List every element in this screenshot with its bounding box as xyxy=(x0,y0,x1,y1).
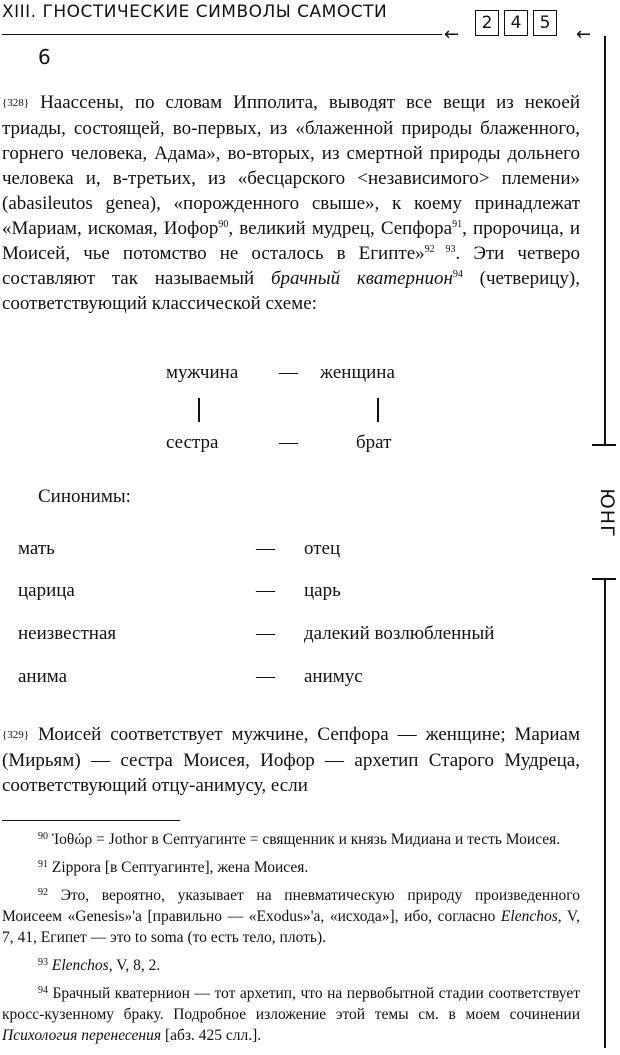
synonym-dash: — xyxy=(256,580,275,601)
footnote-text: Zippora [в Септуагинте], жена Моисея. xyxy=(51,859,309,876)
footnote-number: 93 xyxy=(38,957,48,968)
synonym-dash: — xyxy=(256,666,275,687)
scheme-bottom-dash: — xyxy=(279,432,298,453)
page-digit: 5 xyxy=(533,10,557,36)
page-number xyxy=(475,10,575,40)
page-header xyxy=(0,0,620,45)
synonym-dash: — xyxy=(256,538,275,559)
scheme-bottom-left: сестра xyxy=(166,432,219,453)
footnote-ref: 94 xyxy=(452,269,463,280)
synonym-row xyxy=(0,666,580,692)
footnote-94 xyxy=(2,980,580,1046)
footnote-93 xyxy=(2,952,580,976)
footnote-ref: 90 xyxy=(218,219,229,230)
margin-rule xyxy=(604,36,606,446)
page-digit: 4 xyxy=(504,10,528,36)
footnote-italic: Elenchos xyxy=(500,908,558,925)
paragraph-number: {329} xyxy=(2,729,30,741)
page-digit: 2 xyxy=(475,10,499,36)
footnote-number: 90 xyxy=(38,831,48,842)
synonym-row xyxy=(0,580,580,606)
footnotes xyxy=(2,826,580,1050)
synonym-left: мать xyxy=(18,538,55,559)
synonym-left: неизвестная xyxy=(18,623,117,644)
synonym-row xyxy=(0,538,580,564)
footnote-italic: Elenchos xyxy=(51,957,109,974)
synonym-right: царь xyxy=(304,580,341,601)
running-title: XIII. ГНОСТИЧЕСКИЕ СИМВОЛЫ САМОСТИ xyxy=(2,2,388,22)
synonyms-title: Синонимы: xyxy=(38,486,131,507)
footnote-number: 91 xyxy=(38,859,48,870)
synonym-right: отец xyxy=(304,538,341,559)
footnote-91 xyxy=(2,854,580,878)
header-rule xyxy=(2,34,442,35)
synonym-right: анимус xyxy=(304,666,363,687)
paragraph-328 xyxy=(2,90,580,316)
scheme-top-right: женщина xyxy=(320,362,395,383)
synonym-right: далекий возлюбленный xyxy=(304,623,495,644)
scheme-connector xyxy=(198,398,200,422)
paragraph-text: , великий мудрец, Сепфора xyxy=(228,218,453,239)
footnote-number: 94 xyxy=(38,985,48,996)
synonym-left: царица xyxy=(18,580,75,601)
arrow-left-icon: ← xyxy=(444,24,460,45)
scheme-top-left: мужчина xyxy=(166,362,239,383)
footnote-text: [абз. 425 слл.]. xyxy=(161,1027,262,1044)
synonym-row xyxy=(0,623,580,649)
footnote-rule xyxy=(2,820,180,821)
footnote-number: 92 xyxy=(38,887,48,898)
scheme-connector xyxy=(377,398,379,422)
footnote-ref: 91 xyxy=(452,219,463,230)
footnote-text: , V, 8, 2. xyxy=(108,957,161,974)
footnote-ref: 92 93 xyxy=(424,244,456,255)
paragraph-number: {328} xyxy=(2,97,30,109)
paragraph-text: . Эти четверо составляют так называемый xyxy=(2,243,581,289)
italic-term: брачный кватернион xyxy=(270,268,453,289)
paragraph-text: Моисей соответствует мужчине, Сепфора — женщине; Мариам (Мирьям) — сестра Моисея, Иофор — архетип Старого Мудреца, соответствующий отцу-анимусу, если xyxy=(2,724,580,796)
paragraph-text: (четверицу), соответствующий классической схеме: xyxy=(2,268,580,314)
scheme-bottom-right: брат xyxy=(356,432,392,453)
footnote-italic: Психология перенесения xyxy=(2,1027,162,1044)
quaternion-scheme xyxy=(0,358,580,468)
paragraph-text: , пророчица, и Моисей, чье потомство не осталось в Египте» xyxy=(2,218,581,264)
section-number: 6 xyxy=(38,45,51,69)
footnote-text: Это, вероятно, указывает на пневматическую природу произведенного Моисеем «Genesis»'а [правильно — «Exodus»'а, «исхода»], ибо, согласно xyxy=(2,887,580,925)
footnote-text: Ἰοθώρ = Jothor в Септуагинте = священник и князь Мидиана и тесть Моисея. xyxy=(51,831,561,848)
synonym-dash: — xyxy=(256,623,275,644)
footnote-text: , V, 7, 41, Египет — это to soma (то есть тело, плоть). xyxy=(2,908,581,946)
synonym-left: анима xyxy=(18,666,68,687)
paragraph-329 xyxy=(2,722,580,798)
arrow-right-icon: ← xyxy=(576,24,592,45)
paragraph-text: Наассены, по словам Ипполита, выводят все вещи из некоей триады, состоящей, во-первых, из «блаженной природы блаженного, горнего человека, Адама», во-вторых, из смертной природы дольнего человека и, в-третьих, из «бесцарского <независимого> племени» (abasileutos genea), «порожденного свыше», к коему принадлежат «Мариам, искомая, Иофор xyxy=(2,92,580,239)
scheme-top-dash: — xyxy=(279,362,298,383)
margin-tick xyxy=(592,444,616,446)
margin-rule xyxy=(604,578,606,1048)
footnote-text: Брачный кватернион — тот архетип, что на первобытной стадии соответствует кросс-кузенному браку. Подробное изложение этой темы см. в моем сочинении xyxy=(2,985,581,1023)
footnote-90 xyxy=(2,826,580,850)
footnote-92 xyxy=(2,882,580,948)
side-tab-label: ЮНГ xyxy=(596,488,618,538)
